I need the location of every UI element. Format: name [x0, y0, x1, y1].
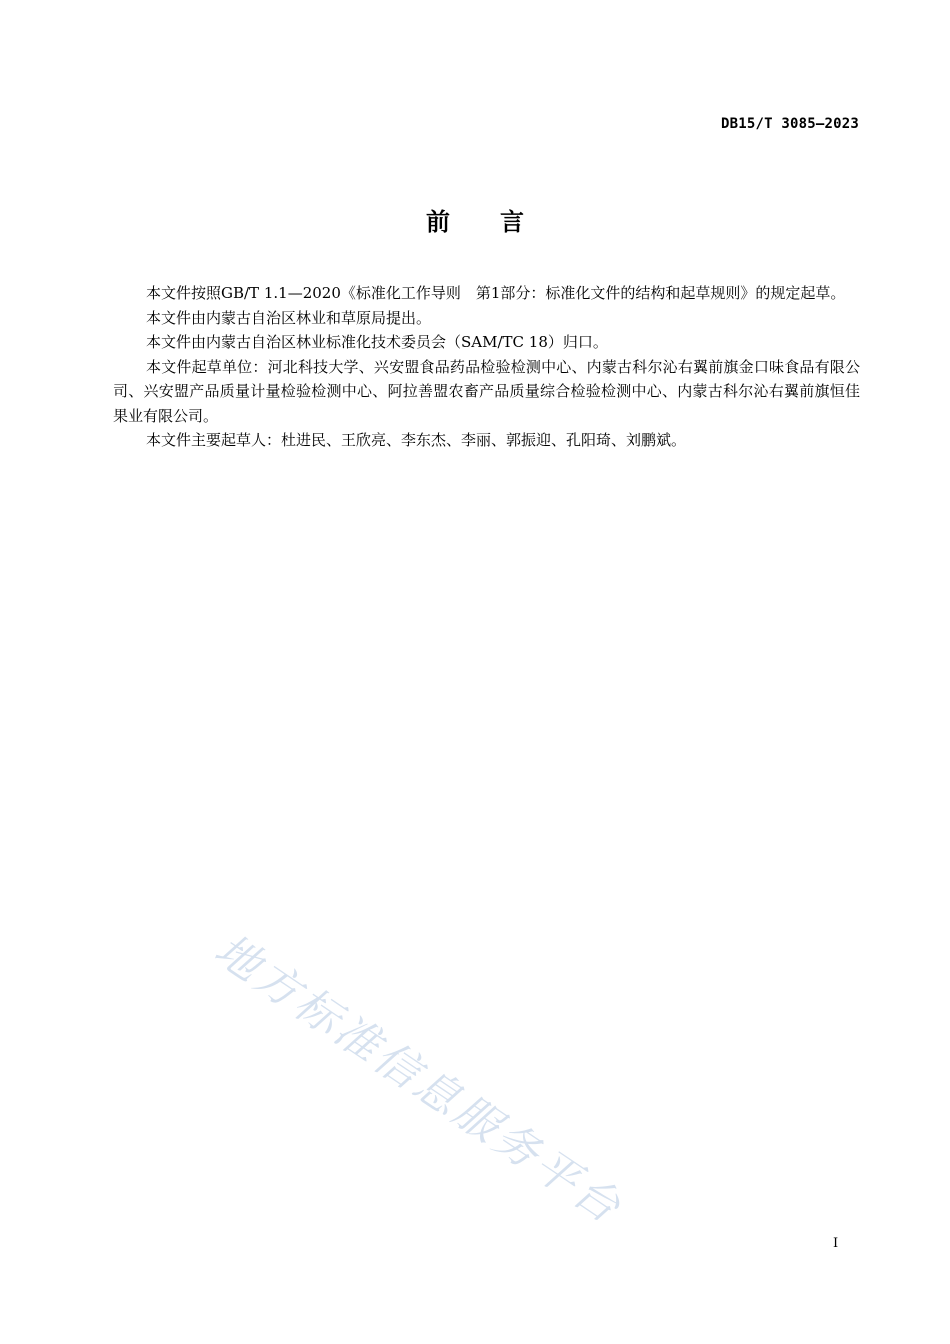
paragraph-drafters: 本文件主要起草人：杜进民、王欣亮、李东杰、李丽、郭振迎、孔阳琦、刘鹏斌。: [146, 431, 687, 449]
page-number: I: [833, 1236, 839, 1251]
document-code: DB15/T 3085—2023: [720, 116, 859, 132]
watermark: 地方标准信息服务平台: [205, 924, 632, 1235]
page-title: 前言: [426, 208, 574, 236]
paragraph-drafting-rules: 本文件按照GB/T 1.1—2020《标准化工作导则 第1部分：标准化文件的结构和起草规则》的规定起草。: [146, 284, 846, 302]
paragraph-administrator: 本文件由内蒙古自治区林业标准化技术委员会（SAM/TC 18）归口。: [146, 333, 608, 351]
paragraph-proposer: 本文件由内蒙古自治区林业和草原局提出。: [146, 308, 432, 327]
paragraph-drafting-units: 本文件起草单位：河北科技大学、兴安盟食品药品检验检测中心、内蒙古科尔沁右翼前旗金口味食品有限公司、兴安盟产品质量计量检验检测中心、阿拉善盟农畜产品质量综合检验检测中心、内蒙古科尔沁右翼前旗恒佳果业有限公司。: [113, 357, 860, 425]
foreword-body: [113, 281, 860, 453]
